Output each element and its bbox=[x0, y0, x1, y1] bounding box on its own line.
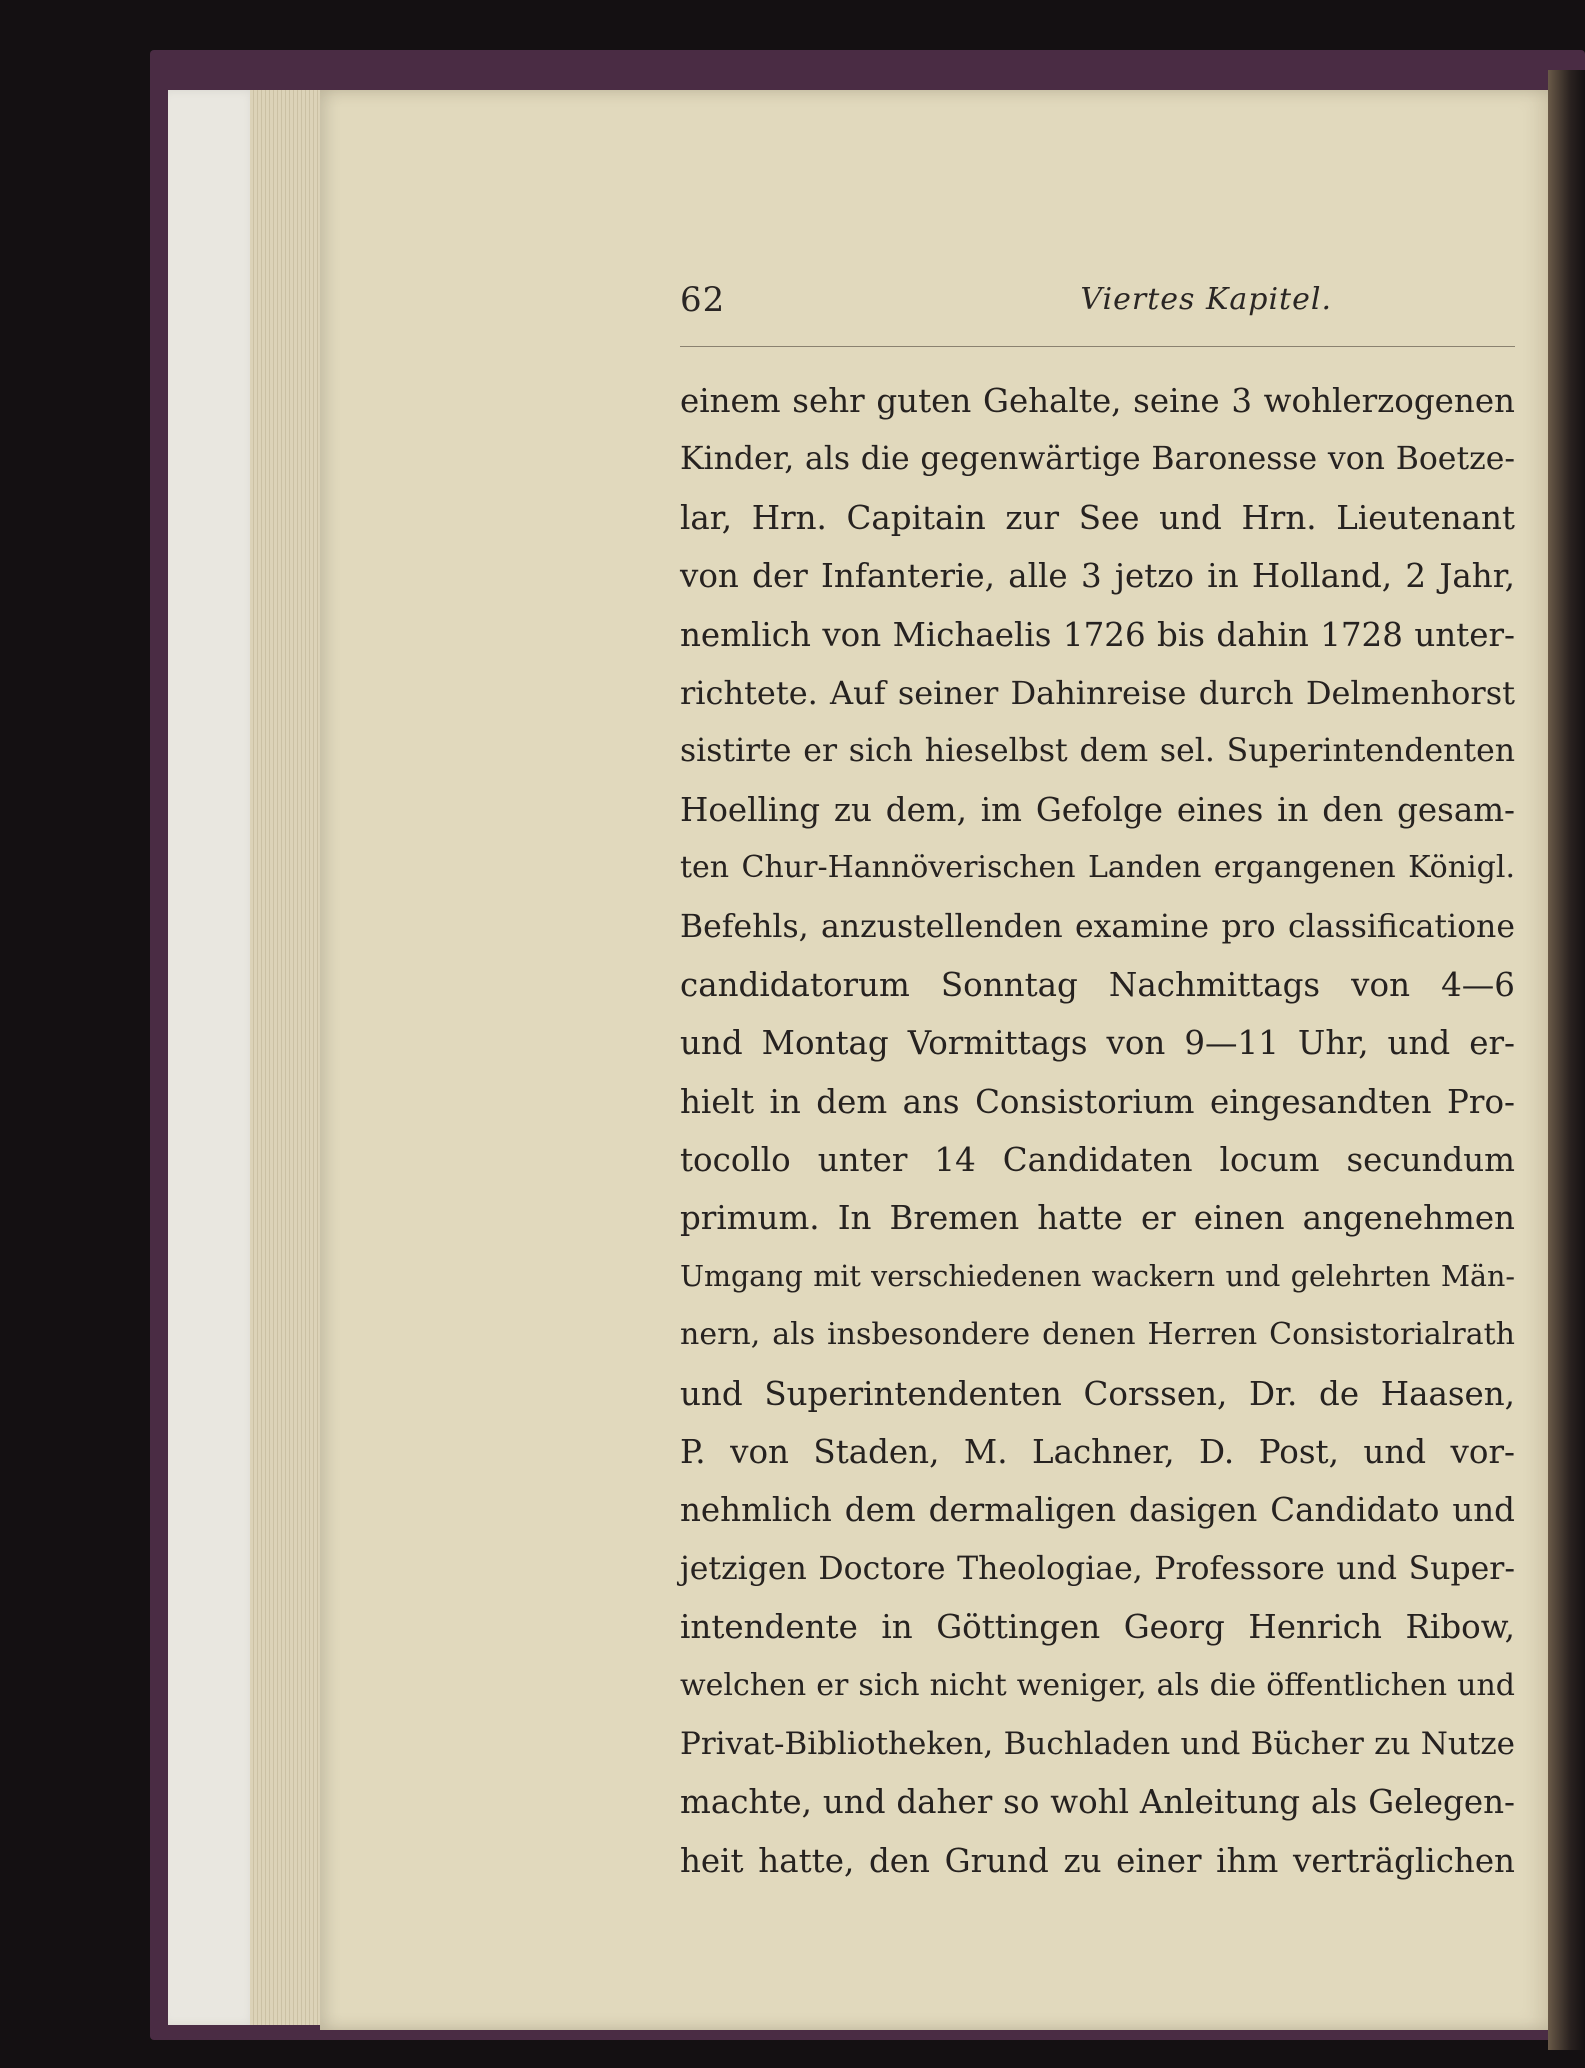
body-text bbox=[680, 372, 1515, 1890]
page-number: 62 bbox=[680, 280, 726, 320]
text-line: intendente in Göttingen Georg Henrich Ribow, bbox=[680, 1608, 1515, 1647]
text-line: ten Chur-Hannöverischen Landen ergangenen Königl. bbox=[680, 850, 1515, 886]
text-line: heit hatte, den Grund zu einer ihm verträglichen bbox=[680, 1841, 1515, 1880]
text-line: hielt in dem ans Consistorium eingesandten Pro- bbox=[680, 1082, 1515, 1121]
text-line: welchen er sich nicht weniger, als die öffentlichen und bbox=[680, 1667, 1515, 1703]
text-line: primum. In Bremen hatte er einen angenehmen bbox=[680, 1199, 1515, 1238]
book-gutter bbox=[1548, 70, 1585, 2050]
text-line: jetzigen Doctore Theologiae, Professore und Super- bbox=[680, 1550, 1515, 1587]
endpaper bbox=[168, 90, 258, 2025]
text-line: und Montag Vormittags von 9—11 Uhr, und er- bbox=[680, 1024, 1515, 1063]
page-edges bbox=[250, 90, 330, 2025]
text-line: P. von Staden, M. Lachner, D. Post, und vor- bbox=[680, 1433, 1515, 1472]
text-line: sistirte er sich hieselbst dem sel. Superintendenten bbox=[680, 733, 1515, 770]
page-header bbox=[680, 280, 1515, 334]
running-head: Viertes Kapitel. bbox=[1080, 282, 1332, 317]
text-line: lar, Hrn. Capitain zur See und Hrn. Lieutenant bbox=[680, 498, 1515, 537]
text-line: nern, als insbesondere denen Herren Consistorialrath bbox=[680, 1317, 1515, 1353]
text-line: Hoelling zu dem, im Gefolge eines in den gesam- bbox=[680, 790, 1515, 829]
text-line: von der Infanterie, alle 3 jetzo in Holland, 2 Jahr, bbox=[680, 557, 1515, 596]
text-line: nehmlich dem dermaligen dasigen Candidato und bbox=[680, 1491, 1515, 1530]
text-line: Privat-Bibliotheken, Buchladen und Bücher zu Nutze bbox=[680, 1725, 1515, 1762]
text-line: Kinder, als die gegenwärtige Baronesse von Boetze- bbox=[680, 441, 1515, 478]
text-line: machte, und daher so wohl Anleitung als Gelegen- bbox=[680, 1783, 1515, 1822]
text-line: candidatorum Sonntag Nachmittags von 4—6 bbox=[680, 965, 1515, 1004]
text-line: nemlich von Michaelis 1726 bis dahin 1728 unter- bbox=[680, 615, 1515, 654]
text-line: richtete. Auf seiner Dahinreise durch Delmenhorst bbox=[680, 673, 1515, 712]
text-line: einem sehr guten Gehalte, seine 3 wohlerzogenen bbox=[680, 382, 1515, 420]
text-line: Befehls, anzustellenden examine pro classificatione bbox=[680, 908, 1515, 945]
text-line: Umgang mit verschiedenen wackern und gelehrten Män- bbox=[680, 1259, 1515, 1293]
header-rule bbox=[680, 346, 1515, 347]
text-line: tocollo unter 14 Candidaten locum secundum bbox=[680, 1141, 1515, 1180]
text-line: und Superintendenten Corssen, Dr. de Haasen, bbox=[680, 1374, 1515, 1413]
